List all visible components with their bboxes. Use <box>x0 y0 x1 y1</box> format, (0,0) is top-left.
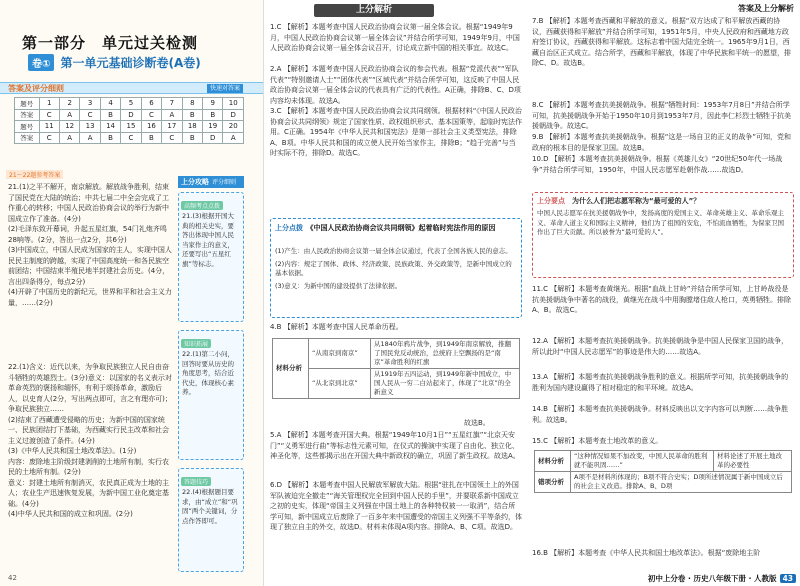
answer-cell: B <box>141 132 161 144</box>
answer-cell: 6 <box>141 98 161 110</box>
up-attack-title: 上分攻略 <box>181 178 209 186</box>
q21-answer: 21.(1)之平不解开，南京解放。解放战争胜利，结束了国民党在大陆的统治；中共七届二中全会完成了工作重心的转移；中国人民政治协商会议的举行为新中国成立作了准备。(4分) (2)毛泽东致开幕词，升起五星红旗，54门礼炮齐鸣28响等。(2分，答出一点2分，共6分) (3)中国成立，中国人民成为国家的主人，实现中国人民民主制度的跨越，实现了中国高度统一和各民族空前团结；中国结束半殖民地半封建社会历史。(4分，言出四条得分，每点2分) (4)开辟了中国历史的新纪元，世界和平和社会主义力量，……(2分) <box>8 183 172 307</box>
answer-cell: C <box>39 132 59 144</box>
analysis-cell: 材料论述了开展土地改革的必要性 <box>714 451 792 472</box>
answer-cell: B <box>182 132 202 144</box>
analysis-cell: A项不是材料所体现的；B项不符合史实；D项所述情况属于新中国成立后的社会主义改造。排除A、B、D项 <box>571 472 792 493</box>
analysis-row <box>535 451 792 472</box>
right-header: 答案及上分解析 <box>738 4 794 13</box>
answer-cell: 1 <box>39 98 59 110</box>
section-label: 21～22题参考答案 <box>6 170 63 179</box>
answer-header <box>0 82 263 94</box>
side-note-2 <box>178 330 244 460</box>
tip-box-item: (1)产生：由人民政治协商会议第一届全体会议通过，代表了全国各族人民的意志。 <box>275 247 512 255</box>
answer-cell: C <box>121 132 141 144</box>
answer-cell: B <box>182 109 202 121</box>
side-note-1-tag: 高频考点点拨 <box>181 201 223 210</box>
side-note-3-text: 22.(4)根据题目要求，由“成立”和“巩固”两个关键词，分点作答即可。 <box>182 488 238 525</box>
q2-analysis: 2.A 【解析】本题考查中国人民政治协商会议的参会代表。根据“党派代表”“军队代表”“特别邀请人士”“团体代表”“区域代表”并结合所学可知，这反映了中国人民政治协商会议第一届全体会议的代表具有广泛的代表性。A正确，排除B、C、D项内容均未体现。故选A。 <box>270 65 521 105</box>
q16-analysis: 16.B 【解析】本题考查《中华人民共和国土地改革法》。根据“废除地主阶 <box>532 549 761 557</box>
answer-cell: 8 <box>182 98 202 110</box>
analysis-row <box>535 472 792 493</box>
paper-badge: 卷① <box>28 54 54 71</box>
side-note-1 <box>178 192 244 322</box>
middle-page <box>263 0 526 586</box>
answer-cell: 12 <box>59 121 79 133</box>
q9-analysis: 9.B 【解析】本题考查抗美援朝战争。根据“这是一场自卫的正义的战争”可知，党和政府的根本目的是保家卫国。故选B。 <box>532 133 791 152</box>
answer-tag: 快速对答案 <box>207 84 243 93</box>
answer-cell: 5 <box>121 98 141 110</box>
answer-cell: C <box>39 109 59 121</box>
tip-box <box>270 218 522 318</box>
answer-cell: 4 <box>100 98 120 110</box>
q8-analysis: 8.C 【解析】本题考查抗美援朝战争。根据“牺牲时间：1953年7月8日”并结合所学可知，抗美援朝战争开始于1950年10月到1953年7月，因此李仁杉烈士牺牲于抗美援朝战争。故选C。 <box>532 101 791 130</box>
up-attack-sub: 评分细则 <box>212 179 237 186</box>
answer-cell: 20 <box>223 121 244 133</box>
q4-analysis: 4.B 【解析】本题考查中国人民革命历程。 <box>270 323 403 331</box>
part-title: 第一部分 单元过关检测 <box>22 34 199 52</box>
q3-analysis: 3.C 【解析】本题考查中国人民政治协商会议共同纲领。根据材料“《中国人民政治协商会议共同纲领》规定了国家性质、政权组织形式、基本国策等，起临时宪法作用。C正确。1954年《中华人民共和国宪法》是第一部社会主义类型宪法，排除A、B项。中华人民共和国的成立使人民开始当家作主，排除B；“趋于完善”与当时实际不符，排除D。故选C。 <box>270 107 522 157</box>
answer-cell: A <box>80 132 100 144</box>
answer-cell: A <box>223 132 244 144</box>
material-row <box>273 339 520 369</box>
material-head: 材料分析 <box>273 339 309 399</box>
analysis-table <box>534 450 792 493</box>
answer-cell: C <box>80 109 100 121</box>
answer-cell: 19 <box>203 121 223 133</box>
q10-analysis: 10.D 【解析】本题考查抗美援朝战争。根据《英雄儿女》“20世纪50年代一场战争”并结合所学可知，1950年，中国人民志愿军赴朝作战……故选D。 <box>532 155 783 174</box>
key-point-title: 为什么人们把志愿军称为“最可爱的人”？ <box>572 197 701 205</box>
side-note-1-text: 21.(3)根据开国大典的相关史实，要答出体现中国人民当家作主的意义，还要写出“五星红旗”等标志。 <box>182 212 235 268</box>
q11-analysis: 11.C 【解析】本题考查黄继光。根据“血战上甘岭”并结合所学可知，上甘岭战役是抗美援朝战争中著名的战役，黄继光在战斗中用胸膛堵住敌人枪口，英勇牺牲。排除A、B。故选C。 <box>532 285 791 314</box>
left-page <box>0 0 263 586</box>
key-point-box <box>532 192 794 278</box>
analysis-cell: “这种情况如果不加改变，中国人民革命的胜利就不能巩固……” <box>571 451 714 472</box>
analysis-cell: 错项分析 <box>535 472 571 493</box>
paper-title: 第一单元基础诊断卷(A卷) <box>60 55 201 70</box>
key-point-label: 上分要点 <box>537 197 565 205</box>
answer-row <box>15 109 244 121</box>
answer-cell: 3 <box>80 98 100 110</box>
answer-cell: B <box>100 109 120 121</box>
side-note-2-text: 22.(1)第二小问，回答时要从历史的角度思考，结合近代史，体现核心素养。 <box>182 350 235 397</box>
material-table <box>272 338 520 399</box>
side-note-3-tag: 答题技巧 <box>181 477 211 486</box>
answer-cell: B <box>100 132 120 144</box>
answer-row-label: 答案 <box>15 109 40 121</box>
answer-cell: A <box>59 132 79 144</box>
answer-row-label: 题号 <box>15 121 40 133</box>
tip-box-title: 《中国人民政治协商会议共同纲领》起着临时宪法作用的原因 <box>310 224 496 232</box>
right-page <box>526 0 800 586</box>
q4-end: 故选B。 <box>464 419 490 427</box>
material-cell: 从1919年五四运动，到1949年新中国成立，中国人民从一穷二白站起来了，体现了“北京”的全新意义 <box>371 369 520 399</box>
q15-analysis: 15.C 【解析】本题考查土地改革的意义。 <box>532 437 663 445</box>
tip-box-label: 上分点拨 <box>275 224 303 232</box>
answer-cell: 11 <box>39 121 59 133</box>
answer-cell: A <box>59 109 79 121</box>
q5-analysis: 5.A 【解析】本题考查开国大典。根据“1949年10月1日”“五星红旗”“北京天安门”“义勇军进行曲”等标志性元素可知，在仪式的操演中实现了自由化、独立化、神圣化等，这些都揭示出在开国大典中新政权的确立，巩固了新生政权。故选A。 <box>270 431 520 460</box>
footer-label: 初中上分卷 · 历史八年级下册 · 人教版 <box>647 574 777 583</box>
answer-cell: D <box>121 109 141 121</box>
answer-cell: 14 <box>100 121 120 133</box>
q6-analysis: 6.D 【解析】本题考查中国人民解放军解放大陆。根据“驻扎在中国领土上的外国军队被迫完全撤走”“海关管理权完全回到中国人民的手里”，并要联系新中国成立之初的史实，体现“帝国主义列强在中国土地上的各种特权被一一取消”，结合所学可知，新中国成立后废除了一百多年来中国遭受的帝国主义列强不平等条约，体现了独立自主的外交，故选D。材料未体现A项内容。排除A、B、C项。故选D。 <box>270 481 522 531</box>
analysis-header: 上分解析 <box>314 4 434 17</box>
answer-title: 答案及评分细则 <box>8 84 64 93</box>
answer-cell: 13 <box>80 121 100 133</box>
q12-analysis: 12.A 【解析】本题考查抗美援朝战争。抗美援朝战争是中国人民保家卫国的战争，所以此时“中国人民志愿军”的事迹是伟大的……故选A。 <box>532 337 789 356</box>
answer-row <box>15 121 244 133</box>
answer-row-label: 答案 <box>15 132 40 144</box>
answer-cell: 10 <box>223 98 244 110</box>
answer-cell: D <box>223 109 244 121</box>
footer <box>648 573 796 584</box>
answer-cell: 7 <box>162 98 182 110</box>
q14-analysis: 14.B 【解析】本题考查抗美援朝战争。材料反映出以文字内容可以判断……战争胜利。故选B。 <box>532 405 789 424</box>
tip-box-item: (2)内容：规定了国体、政体、经济政策、民族政策、外交政策等，是新中国成立的基本依据。 <box>275 259 512 278</box>
material-row <box>273 369 520 399</box>
answer-cell: 18 <box>182 121 202 133</box>
material-cell: 从1840年鸦片战争，到1949年南京解放，推翻了国民党反动统治，总统府上空飘扬的是“南京”革命胜利的红旗 <box>371 339 520 369</box>
analysis-cell: 材料分析 <box>535 451 571 472</box>
q1-analysis: 1.C 【解析】本题考查中国人民政治协商会议第一届全体会议。根据“1949年9月，中国人民政治协商会议第一届全体会议”并结合所学可知，1949年9月，中国人民政治协商会议第一届全体会议召开，讨论成立新中国的相关事宜。故选C。 <box>270 23 520 52</box>
tip-box-items <box>275 247 517 294</box>
answer-row <box>15 132 244 144</box>
tip-box-item: (3)意义：为新中国的建设提供了法律依据。 <box>275 281 402 290</box>
key-point-body: 中国人民志愿军在抗美援朝战争中，发扬高度的爱国主义、革命英雄主义、革命乐观主义、革命人道主义和国际主义精神，他们为了祖国的安危，不怕流血牺牲，为保家卫国作出了巨大贡献。所以被誉为“最可爱的人”。 <box>537 209 784 237</box>
answer-row <box>15 98 244 110</box>
answer-table <box>14 97 244 144</box>
answer-row-label: 题号 <box>15 98 40 110</box>
q7-analysis: 7.B 【解析】本题考查西藏和平解放的意义。根据“双方达成了和平解放西藏的协议，西藏获得和平解放”并结合所学可知，1951年5月，中央人民政府和西藏地方政府签订协议，西藏获得和平解放。这标志着中国大陆完全统一。1965年9月1日，西藏自治区正式成立。结合所学，西藏和平解放，体现了中华民族和平统一的愿望，排除C、D。故选B。 <box>532 17 791 67</box>
side-note-2-tag: 知识拓展 <box>181 339 211 348</box>
answer-cell: 17 <box>162 121 182 133</box>
q22-answer: 22.(1)含义：近代以来，为争取民族独立人民自由奋斗牺牲的英雄烈士。(3分)意义：以国家的名义表示对革命英烈的褒扬和缅怀，有利于颂扬革命，激励后人，以史育人(2分，写出两点即可，言之有理亦可)；争取民族独立…… (2)结束了西藏遭受侵略的历史；为新中国的国家统一、民族团结打下基础，为西藏实行民主改革和社会主义过渡创造了条件。(4分) (3)《中华人民共和国土地改革法》。(1分) 内容：废除地主阶级封建剥削的土地所有制，实行农民的土地所有制。(2分) 意义：封建土地所有制消灭，农民真正成为土地的主人；农业生产迅速恢复发展，为新中国工业化奠定基础。(4分) (4)中华人民共和国的成立和巩固。(2分) <box>8 363 172 518</box>
answer-cell: A <box>162 109 182 121</box>
answer-cell: 15 <box>121 121 141 133</box>
answer-cell: 16 <box>141 121 161 133</box>
answer-cell: C <box>141 109 161 121</box>
answer-cell: C <box>162 132 182 144</box>
answer-cell: B <box>203 109 223 121</box>
material-cell: “从北京到北京” <box>309 369 371 399</box>
page-number-left: 42 <box>8 574 17 582</box>
up-attack-header <box>178 176 244 188</box>
material-cell: “从南京到南京” <box>309 339 371 369</box>
side-note-3 <box>178 468 244 572</box>
paper-title-bar <box>0 52 263 72</box>
q13-analysis: 13.A 【解析】本题考查抗美援朝战争胜利的意义。根据所学可知，抗美援朝战争的胜利为国内建设赢得了相对稳定的和平环境。故选A。 <box>532 373 789 392</box>
answer-cell: D <box>203 132 223 144</box>
answer-cell: 2 <box>59 98 79 110</box>
page-number-right: 43 <box>780 574 796 583</box>
answer-cell: 9 <box>203 98 223 110</box>
